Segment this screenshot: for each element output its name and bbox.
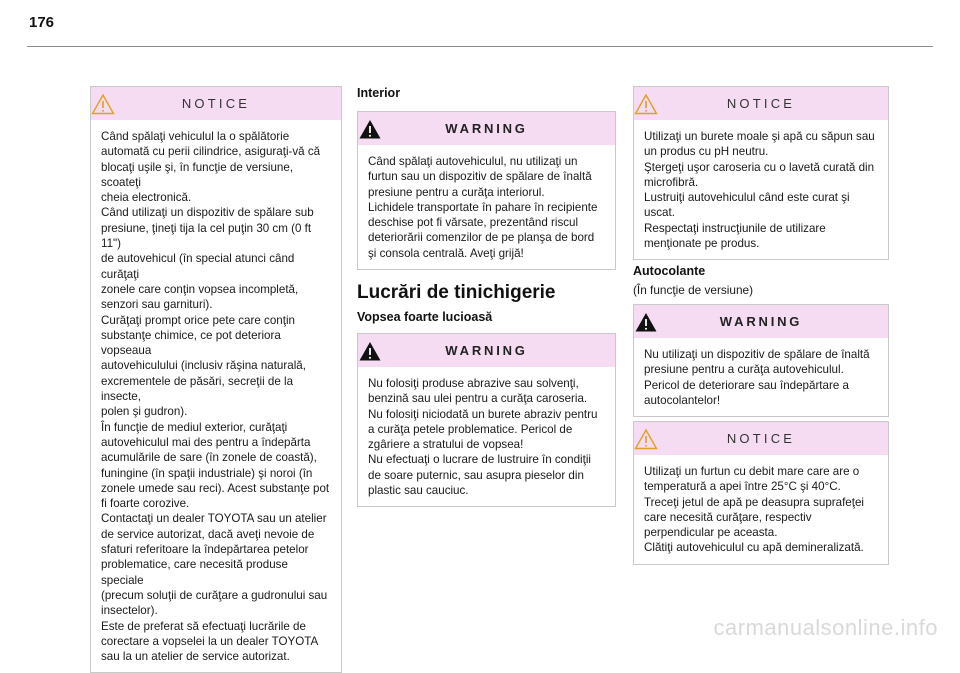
text-line: acumulările de sare (în zonele de coastă), [101, 451, 317, 465]
text-line: Când spălaţi autovehiculul, nu utilizaţi un [368, 155, 578, 168]
notice-title: NOTICE [181, 96, 251, 111]
notice-header [634, 422, 888, 455]
text-line: uscat. [644, 206, 675, 220]
notice-icon [634, 93, 658, 115]
text-line: presiune pentru a curăţa interiorul. [368, 185, 545, 199]
text-line: un produs cu pH neutru. [644, 145, 769, 159]
notice-title: NOTICE [726, 431, 796, 446]
warning-icon [634, 311, 658, 333]
top-divider [27, 46, 933, 47]
text-line: Ştergeţi uşor caroseria cu o lavetă curată din [644, 160, 875, 174]
text-line: de soare puternic, sau asupra pieselor din [368, 468, 584, 482]
text-line: deteriorării comenzilor de pe planşa de bord [368, 231, 595, 245]
text-line: excrementele de păsări, secreţii de la insecte, [101, 374, 294, 404]
warning-body [634, 338, 888, 416]
text-line: Nu folosiţi produse abrazive sau solvenţi, [368, 377, 579, 390]
notice-header [634, 87, 888, 120]
text-line: Clătiţi autovehiculul cu apă demineralizată. [644, 541, 864, 555]
text-line: menţionate pe produs. [644, 237, 760, 251]
text-line: zgâriere a stratului de vopsea! [368, 438, 524, 452]
text-line: Curăţaţi prompt orice pete care conţin [101, 313, 295, 327]
stickers-subheading: (În funcţie de versiune) [633, 283, 753, 297]
text-line: microfibră. [644, 175, 699, 189]
text-line: plastic sau cauciuc. [368, 484, 469, 498]
warning-header [634, 305, 888, 338]
text-line: blocaţi uşile şi, în funcţie de versiune, scoateţi [101, 160, 294, 189]
warning-title: WARNING [445, 121, 528, 136]
text-line: presiune, ţineţi tija la cel puţin 30 cm (0 ft 11") [101, 221, 312, 251]
text-line: insectelor). [101, 604, 158, 618]
text-line: de service autorizat, dacă aveţi nevoie de [101, 527, 315, 541]
notice-body [91, 120, 341, 672]
text-line: Lustruiţi autovehiculul când este curat şi [644, 191, 850, 205]
warning-body [358, 367, 615, 506]
text-line: Contactaţi un dealer TOYOTA sau un atelier [101, 512, 327, 526]
gloss-heading: Vopsea foarte lucioasă [357, 310, 493, 324]
text-line: temperatură a apei între 25°C şi 40°C. [644, 480, 841, 494]
notice-box-rinse [633, 421, 889, 565]
notice-icon [91, 93, 115, 115]
notice-box [90, 86, 342, 673]
warning-icon [358, 118, 382, 140]
text-line: (precum soluţii de curăţare a gudronului sau [101, 588, 328, 602]
warning-box-stickers [633, 304, 889, 417]
text-line: autovehiculului (inclusiv răşina naturală, [101, 359, 306, 373]
text-line: Nu folosiţi niciodată un burete abraziv pentru [368, 407, 598, 421]
notice-title: NOTICE [726, 96, 796, 111]
text-line: Respectaţi instrucţiunile de utilizare [644, 221, 826, 235]
warning-header [358, 112, 615, 145]
text-line: sfaturi referitoare la îndepărtarea petelor [101, 543, 309, 557]
warning-body [358, 145, 615, 269]
text-line: autocolantelor! [644, 393, 721, 407]
text-line: sau la un atelier de service autorizat. [101, 650, 290, 664]
text-line: şi consola centrală. Aveţi grijă! [368, 246, 524, 260]
text-line: presiune pentru a curăţa autovehiculul. [644, 363, 844, 377]
text-line: problematice, care necesită produse speciale [101, 558, 288, 587]
text-line: În funcţie de mediul exterior, curăţaţi [101, 420, 288, 434]
text-line: substanţe chimice, ce pot deteriora vopseaua [101, 328, 281, 358]
text-line: zonele umede sau reci). Acest substanţe pot [101, 481, 330, 495]
text-line: automată cu perii cilindrice, asiguraţi-vă că [101, 145, 321, 159]
text-line: benzină sau ulei pentru a curăţa caroseria. [368, 392, 588, 406]
text-line: care necesită curăţare, respectiv [644, 510, 812, 524]
text-line: zonele care conţin vopsea incompletă, [101, 282, 299, 296]
notice-body [634, 120, 888, 259]
notice-box-washing [633, 86, 889, 260]
text-line: fi foarte corozive. [101, 497, 190, 511]
warning-title: WARNING [445, 343, 528, 358]
text-line: Lichidele transportate în pahare în recipiente [368, 200, 598, 214]
text-line: cheia electronică. [101, 191, 192, 205]
text-line: deschise pot fi vărsate, prezentând riscul [368, 216, 579, 230]
text-line: Când utilizaţi un dispozitiv de spălare sub [101, 206, 314, 220]
warning-box-paint [357, 333, 616, 507]
warning-title: WARNING [719, 314, 803, 329]
notice-header [91, 87, 341, 120]
section-heading: Lucrări de tinichigerie [357, 282, 556, 303]
text-line: funingine (în spaţii industriale) şi noroi (în [101, 466, 313, 480]
text-line: Nu efectuaţi o lucrare de lustruire în condiţii [368, 453, 591, 467]
text-line: Pericol de deteriorare sau îndepărtare a [644, 378, 849, 392]
page-number: 176 [29, 14, 55, 31]
text-line: senzori sau garnituri). [101, 298, 213, 312]
text-line: polen şi gudron). [101, 405, 188, 419]
text-line: de autovehicul (în special atunci când curăţaţi [101, 252, 295, 281]
text-line: corectare a vopselei la un dealer TOYOTA [101, 634, 319, 648]
text-line: furtun sau un dispozitiv de spălare de înaltă [368, 170, 592, 184]
text-line: a curăţa petele problematice. Pericol de [368, 422, 573, 436]
text-line: Este de preferat să efectuaţi lucrările de [101, 619, 306, 633]
warning-icon [358, 340, 382, 362]
text-line: autovehiculul mai des pentru a îndepărta [101, 435, 311, 449]
text-line: perpendicular pe aceasta. [644, 526, 778, 540]
text-line: Când spălaţi vehiculul la o spălătorie [101, 130, 290, 143]
warning-header [358, 334, 615, 367]
stickers-heading: Autocolante [633, 264, 706, 278]
warning-box-interior [357, 111, 616, 270]
watermark: carmanualsonline.info [713, 615, 938, 640]
text-line: Utilizaţi un burete moale şi apă cu săpun sau [644, 130, 875, 143]
notice-icon [634, 428, 658, 450]
text-line: Nu utilizaţi un dispozitiv de spălare de înaltă [644, 348, 870, 361]
text-line: Treceţi jetul de apă pe deasupra suprafeţei [644, 495, 864, 509]
interior-heading: Interior [357, 86, 401, 100]
text-line: Utilizaţi un furtun cu debit mare care are o [644, 465, 860, 478]
notice-body [634, 455, 888, 564]
